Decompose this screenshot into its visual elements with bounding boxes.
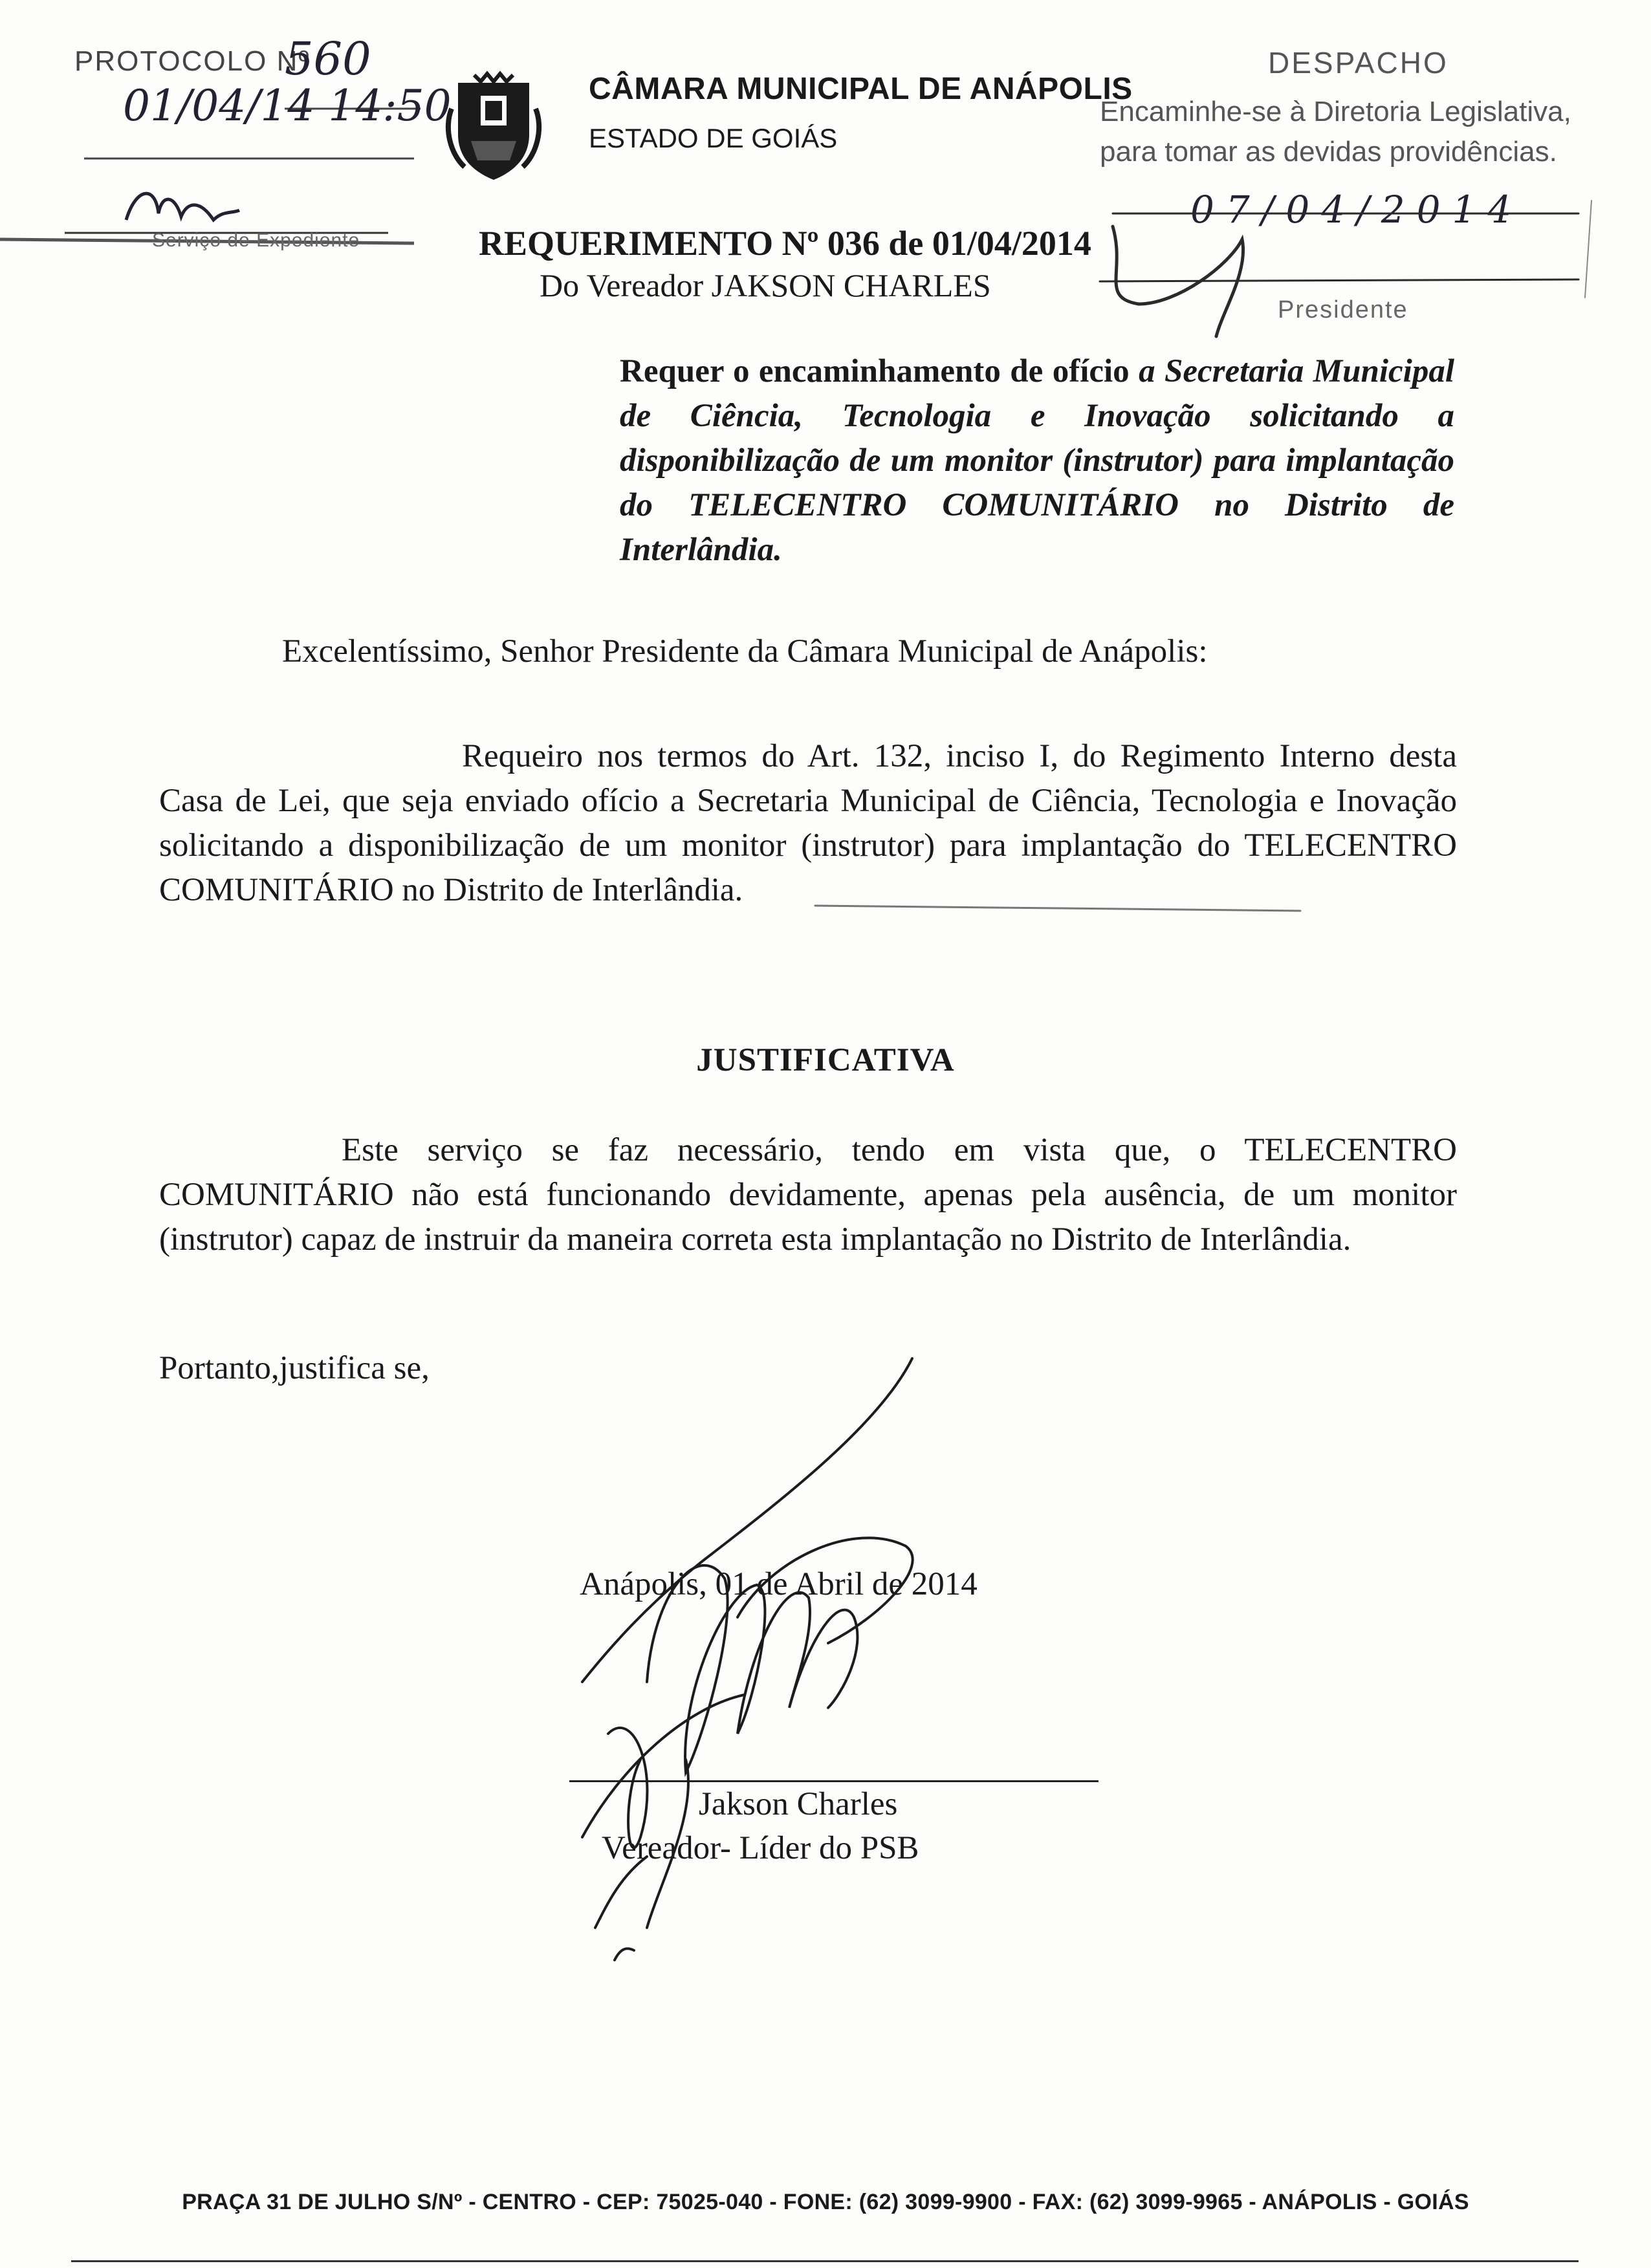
despacho-role: Presidente <box>1278 296 1408 323</box>
request-title: REQUERIMENTO Nº 036 de 01/04/2014 <box>479 224 1091 263</box>
signer-name: Jakson Charles <box>699 1786 898 1822</box>
despacho-date: 07/04/2014 <box>1190 188 1524 232</box>
summary-intro: Requer o encaminhamento de ofício <box>620 353 1139 389</box>
closing-line: Portanto,justifica se, <box>159 1350 430 1386</box>
body-paragraph: Requeiro nos termos do Art. 132, inciso I, do Regimento Interno desta Casa de Lei, que seja enviado ofício a Secretaria Municipal de Ciência, Tecnologia e Inovação solicitando a disponibilização de um monitor (instrutor) para implantação do TELECENTRO COMUNITÁRIO no Distrito de Interlândia. <box>159 738 1457 908</box>
protocol-label: PROTOCOLO Nº <box>74 45 311 77</box>
chamber-name: CÂMARA MUNICIPAL DE ANÁPOLIS <box>589 72 1133 106</box>
despacho-title: DESPACHO <box>1268 46 1449 80</box>
request-summary <box>620 349 1454 572</box>
footer-rule <box>71 2260 1579 2262</box>
justification-paragraph: Este serviço se faz necessário, tendo em vista que, o TELECENTRO COMUNITÁRIO não está funcionando devidamente, apenas pela ausência, de um monitor (instrutor) capaz de instruir da maneira correta esta implantação no Distrito de Interlândia. <box>159 1132 1457 1258</box>
salutation: Excelentíssimo, Senhor Presidente da Câmara Municipal de Anápolis: <box>282 633 1208 670</box>
place-date: Anápolis, 01 de Abril de 2014 <box>580 1566 978 1602</box>
protocol-date: 01/04/14 14:50 <box>123 81 452 131</box>
signer-role: Vereador- Líder do PSB <box>602 1830 919 1866</box>
justification-title: JUSTIFICATIVA <box>696 1042 955 1078</box>
despacho-line-2: para tomar as devidas providências. <box>1100 136 1557 168</box>
handwritten-signature <box>492 1346 1074 1967</box>
municipal-crest-icon <box>445 70 542 181</box>
footer-address: PRAÇA 31 DE JULHO S/Nº - CENTRO - CEP: 75025-040 - FONE: (62) 3099-9900 - FAX: (62) 3099-9965 - ANÁPOLIS - GOIÁS <box>182 2190 1469 2214</box>
despacho-line-1: Encaminhe-se à Diretoria Legislativa, <box>1100 96 1571 127</box>
request-author: Do Vereador JAKSON CHARLES <box>540 267 991 303</box>
state-name: ESTADO DE GOIÁS <box>589 123 838 153</box>
summary-detail: a Secretaria Municipal de Ciência, Tecnologia e Inovação solicitando a disponibilização de um monitor (instrutor) para implantação do TELECENTRO COMUNITÁRIO no Distrito de Interlândia. <box>620 353 1454 568</box>
protocol-department: Serviço de Expediente <box>152 230 360 251</box>
protocol-number: 560 <box>285 32 371 85</box>
